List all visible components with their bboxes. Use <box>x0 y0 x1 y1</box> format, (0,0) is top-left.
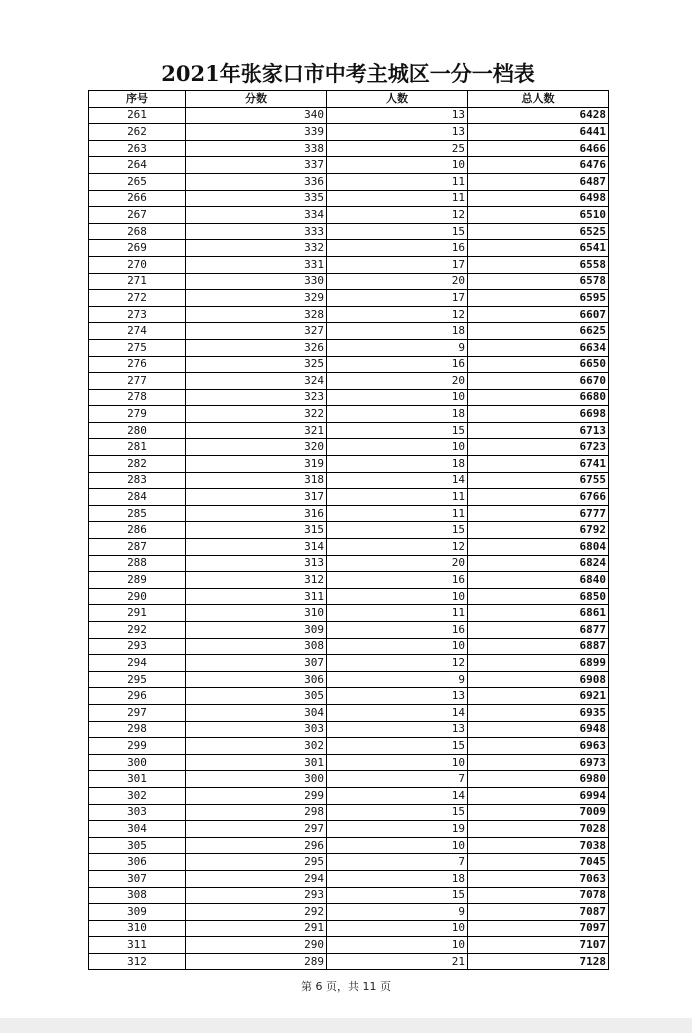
cell-total: 6650 <box>468 356 609 373</box>
cell-count: 7 <box>327 771 468 788</box>
header-total: 总人数 <box>468 91 609 108</box>
cell-seq: 304 <box>89 821 186 838</box>
cell-count: 16 <box>327 240 468 257</box>
table-row <box>89 140 609 157</box>
cell-seq: 291 <box>89 605 186 622</box>
cell-score: 320 <box>186 439 327 456</box>
cell-seq: 305 <box>89 837 186 854</box>
cell-score: 308 <box>186 638 327 655</box>
cell-total: 6792 <box>468 522 609 539</box>
cell-seq: 274 <box>89 323 186 340</box>
cell-score: 332 <box>186 240 327 257</box>
cell-total: 6908 <box>468 671 609 688</box>
cell-score: 290 <box>186 937 327 954</box>
cell-count: 20 <box>327 373 468 390</box>
table-row <box>89 721 609 738</box>
cell-count: 16 <box>327 572 468 589</box>
cell-total: 6824 <box>468 555 609 572</box>
cell-count: 9 <box>327 339 468 356</box>
score-table <box>88 90 609 970</box>
cell-score: 305 <box>186 688 327 705</box>
table-row <box>89 555 609 572</box>
cell-score: 323 <box>186 389 327 406</box>
cell-seq: 299 <box>89 738 186 755</box>
cell-total: 7028 <box>468 821 609 838</box>
cell-count: 14 <box>327 787 468 804</box>
cell-score: 335 <box>186 190 327 207</box>
cell-total: 6578 <box>468 273 609 290</box>
cell-total: 6466 <box>468 140 609 157</box>
cell-seq: 268 <box>89 223 186 240</box>
table-row <box>89 920 609 937</box>
table-body <box>89 107 609 970</box>
cell-seq: 312 <box>89 953 186 970</box>
cell-count: 15 <box>327 738 468 755</box>
cell-count: 14 <box>327 472 468 489</box>
cell-score: 334 <box>186 207 327 224</box>
cell-total: 6698 <box>468 406 609 423</box>
cell-score: 325 <box>186 356 327 373</box>
table-row <box>89 190 609 207</box>
cell-count: 20 <box>327 273 468 290</box>
cell-seq: 309 <box>89 904 186 921</box>
table-row <box>89 605 609 622</box>
cell-total: 6755 <box>468 472 609 489</box>
table-row <box>89 505 609 522</box>
cell-score: 339 <box>186 124 327 141</box>
cell-count: 12 <box>327 207 468 224</box>
cell-total: 6899 <box>468 655 609 672</box>
table-row <box>89 688 609 705</box>
cell-score: 309 <box>186 622 327 639</box>
cell-score: 324 <box>186 373 327 390</box>
cell-score: 296 <box>186 837 327 854</box>
cell-seq: 261 <box>89 107 186 124</box>
table-row <box>89 273 609 290</box>
table-row <box>89 256 609 273</box>
table-row <box>89 937 609 954</box>
table-row <box>89 522 609 539</box>
cell-count: 11 <box>327 190 468 207</box>
cell-total: 7038 <box>468 837 609 854</box>
cell-total: 6476 <box>468 157 609 174</box>
cell-count: 9 <box>327 671 468 688</box>
cell-seq: 295 <box>89 671 186 688</box>
cell-score: 314 <box>186 539 327 556</box>
cell-seq: 285 <box>89 505 186 522</box>
cell-count: 12 <box>327 655 468 672</box>
table-row <box>89 953 609 970</box>
cell-seq: 307 <box>89 870 186 887</box>
cell-count: 20 <box>327 555 468 572</box>
cell-count: 15 <box>327 522 468 539</box>
cell-seq: 283 <box>89 472 186 489</box>
cell-seq: 311 <box>89 937 186 954</box>
cell-seq: 288 <box>89 555 186 572</box>
table-row <box>89 456 609 473</box>
cell-total: 7009 <box>468 804 609 821</box>
cell-count: 15 <box>327 804 468 821</box>
cell-score: 306 <box>186 671 327 688</box>
cell-score: 294 <box>186 870 327 887</box>
cell-score: 303 <box>186 721 327 738</box>
cell-total: 6861 <box>468 605 609 622</box>
cell-count: 10 <box>327 439 468 456</box>
cell-total: 6713 <box>468 422 609 439</box>
table-row <box>89 207 609 224</box>
document-page <box>88 58 608 970</box>
cell-count: 10 <box>327 588 468 605</box>
cell-seq: 298 <box>89 721 186 738</box>
cell-seq: 286 <box>89 522 186 539</box>
cell-total: 6541 <box>468 240 609 257</box>
table-row <box>89 290 609 307</box>
cell-score: 319 <box>186 456 327 473</box>
cell-score: 316 <box>186 505 327 522</box>
cell-count: 13 <box>327 124 468 141</box>
cell-count: 11 <box>327 505 468 522</box>
cell-score: 336 <box>186 173 327 190</box>
cell-total: 6963 <box>468 738 609 755</box>
table-row <box>89 588 609 605</box>
cell-seq: 310 <box>89 920 186 937</box>
cell-seq: 293 <box>89 638 186 655</box>
cell-total: 6670 <box>468 373 609 390</box>
cell-total: 6777 <box>468 505 609 522</box>
table-row <box>89 240 609 257</box>
cell-count: 13 <box>327 688 468 705</box>
cell-count: 10 <box>327 638 468 655</box>
cell-total: 6877 <box>468 622 609 639</box>
cell-score: 315 <box>186 522 327 539</box>
table-row <box>89 804 609 821</box>
cell-score: 297 <box>186 821 327 838</box>
cell-count: 10 <box>327 837 468 854</box>
cell-seq: 265 <box>89 173 186 190</box>
cell-seq: 279 <box>89 406 186 423</box>
cell-score: 302 <box>186 738 327 755</box>
cell-seq: 277 <box>89 373 186 390</box>
cell-seq: 278 <box>89 389 186 406</box>
header-seq: 序号 <box>89 91 186 108</box>
table-row <box>89 306 609 323</box>
table-row <box>89 655 609 672</box>
cell-count: 15 <box>327 887 468 904</box>
table-row <box>89 572 609 589</box>
cell-seq: 275 <box>89 339 186 356</box>
cell-seq: 276 <box>89 356 186 373</box>
cell-count: 12 <box>327 539 468 556</box>
cell-seq: 289 <box>89 572 186 589</box>
table-row <box>89 223 609 240</box>
cell-score: 331 <box>186 256 327 273</box>
table-row <box>89 704 609 721</box>
cell-score: 295 <box>186 854 327 871</box>
cell-score: 326 <box>186 339 327 356</box>
cell-total: 6680 <box>468 389 609 406</box>
page-title: 2021年张家口市中考主城区一分一档表 <box>161 61 535 86</box>
table-row <box>89 870 609 887</box>
cell-total: 7107 <box>468 937 609 954</box>
cell-seq: 294 <box>89 655 186 672</box>
cell-count: 9 <box>327 904 468 921</box>
table-row <box>89 356 609 373</box>
cell-total: 6887 <box>468 638 609 655</box>
table-row <box>89 373 609 390</box>
table-row <box>89 904 609 921</box>
cell-count: 11 <box>327 605 468 622</box>
cell-seq: 306 <box>89 854 186 871</box>
cell-score: 313 <box>186 555 327 572</box>
cell-seq: 290 <box>89 588 186 605</box>
table-row <box>89 887 609 904</box>
cell-count: 10 <box>327 920 468 937</box>
table-row <box>89 107 609 124</box>
cell-score: 322 <box>186 406 327 423</box>
cell-total: 6510 <box>468 207 609 224</box>
cell-score: 338 <box>186 140 327 157</box>
cell-total: 6741 <box>468 456 609 473</box>
cell-seq: 266 <box>89 190 186 207</box>
cell-total: 6607 <box>468 306 609 323</box>
cell-total: 6850 <box>468 588 609 605</box>
table-row <box>89 124 609 141</box>
cell-score: 330 <box>186 273 327 290</box>
cell-total: 6558 <box>468 256 609 273</box>
cell-total: 6595 <box>468 290 609 307</box>
cell-count: 10 <box>327 937 468 954</box>
bottom-bar <box>0 1018 692 1033</box>
cell-count: 15 <box>327 422 468 439</box>
table-row <box>89 157 609 174</box>
cell-score: 312 <box>186 572 327 589</box>
cell-count: 15 <box>327 223 468 240</box>
cell-score: 298 <box>186 804 327 821</box>
cell-score: 289 <box>186 953 327 970</box>
cell-score: 307 <box>186 655 327 672</box>
cell-seq: 296 <box>89 688 186 705</box>
cell-count: 13 <box>327 107 468 124</box>
cell-total: 7087 <box>468 904 609 921</box>
cell-score: 340 <box>186 107 327 124</box>
cell-score: 292 <box>186 904 327 921</box>
table-row <box>89 472 609 489</box>
cell-score: 293 <box>186 887 327 904</box>
header-row <box>89 91 609 108</box>
cell-seq: 272 <box>89 290 186 307</box>
cell-count: 16 <box>327 356 468 373</box>
table-row <box>89 821 609 838</box>
cell-count: 14 <box>327 704 468 721</box>
cell-count: 12 <box>327 306 468 323</box>
cell-seq: 269 <box>89 240 186 257</box>
cell-count: 18 <box>327 456 468 473</box>
cell-score: 327 <box>186 323 327 340</box>
cell-total: 6921 <box>468 688 609 705</box>
cell-seq: 264 <box>89 157 186 174</box>
cell-count: 10 <box>327 754 468 771</box>
cell-total: 6994 <box>468 787 609 804</box>
cell-score: 337 <box>186 157 327 174</box>
cell-total: 6948 <box>468 721 609 738</box>
cell-seq: 281 <box>89 439 186 456</box>
cell-seq: 284 <box>89 489 186 506</box>
cell-total: 6428 <box>468 107 609 124</box>
cell-score: 310 <box>186 605 327 622</box>
cell-seq: 270 <box>89 256 186 273</box>
cell-count: 19 <box>327 821 468 838</box>
cell-score: 318 <box>186 472 327 489</box>
cell-count: 11 <box>327 489 468 506</box>
cell-count: 10 <box>327 157 468 174</box>
cell-count: 18 <box>327 870 468 887</box>
cell-count: 11 <box>327 173 468 190</box>
table-row <box>89 837 609 854</box>
table-row <box>89 339 609 356</box>
cell-total: 6634 <box>468 339 609 356</box>
cell-total: 6980 <box>468 771 609 788</box>
cell-total: 7063 <box>468 870 609 887</box>
header-count: 人数 <box>327 91 468 108</box>
cell-total: 7128 <box>468 953 609 970</box>
cell-total: 7097 <box>468 920 609 937</box>
cell-count: 17 <box>327 256 468 273</box>
table-row <box>89 771 609 788</box>
cell-score: 328 <box>186 306 327 323</box>
cell-score: 300 <box>186 771 327 788</box>
cell-seq: 308 <box>89 887 186 904</box>
table-row <box>89 854 609 871</box>
cell-count: 13 <box>327 721 468 738</box>
cell-seq: 292 <box>89 622 186 639</box>
table-row <box>89 439 609 456</box>
table-row <box>89 787 609 804</box>
cell-seq: 262 <box>89 124 186 141</box>
cell-seq: 271 <box>89 273 186 290</box>
table-row <box>89 671 609 688</box>
cell-total: 6973 <box>468 754 609 771</box>
table-row <box>89 406 609 423</box>
table-row <box>89 323 609 340</box>
cell-seq: 280 <box>89 422 186 439</box>
cell-count: 21 <box>327 953 468 970</box>
cell-score: 321 <box>186 422 327 439</box>
cell-count: 18 <box>327 406 468 423</box>
cell-total: 6840 <box>468 572 609 589</box>
cell-count: 17 <box>327 290 468 307</box>
cell-seq: 267 <box>89 207 186 224</box>
cell-seq: 303 <box>89 804 186 821</box>
cell-total: 6723 <box>468 439 609 456</box>
cell-score: 333 <box>186 223 327 240</box>
cell-score: 317 <box>186 489 327 506</box>
table-row <box>89 622 609 639</box>
cell-count: 16 <box>327 622 468 639</box>
cell-total: 6804 <box>468 539 609 556</box>
cell-score: 304 <box>186 704 327 721</box>
table-row <box>89 539 609 556</box>
cell-seq: 300 <box>89 754 186 771</box>
cell-total: 6498 <box>468 190 609 207</box>
cell-seq: 273 <box>89 306 186 323</box>
cell-seq: 302 <box>89 787 186 804</box>
cell-count: 18 <box>327 323 468 340</box>
cell-score: 329 <box>186 290 327 307</box>
table-row <box>89 173 609 190</box>
cell-total: 6625 <box>468 323 609 340</box>
page-footer: 第 6 页，共 11 页 <box>301 980 391 993</box>
cell-count: 7 <box>327 854 468 871</box>
cell-count: 10 <box>327 389 468 406</box>
cell-seq: 263 <box>89 140 186 157</box>
table-header <box>89 91 609 108</box>
cell-total: 6766 <box>468 489 609 506</box>
cell-seq: 301 <box>89 771 186 788</box>
table-row <box>89 422 609 439</box>
table-row <box>89 638 609 655</box>
cell-total: 6935 <box>468 704 609 721</box>
cell-score: 299 <box>186 787 327 804</box>
table-row <box>89 738 609 755</box>
cell-score: 311 <box>186 588 327 605</box>
table-row <box>89 389 609 406</box>
cell-total: 7078 <box>468 887 609 904</box>
cell-seq: 282 <box>89 456 186 473</box>
cell-total: 6441 <box>468 124 609 141</box>
table-row <box>89 489 609 506</box>
table-row <box>89 754 609 771</box>
cell-count: 25 <box>327 140 468 157</box>
cell-score: 301 <box>186 754 327 771</box>
cell-seq: 297 <box>89 704 186 721</box>
cell-total: 6525 <box>468 223 609 240</box>
cell-score: 291 <box>186 920 327 937</box>
cell-total: 6487 <box>468 173 609 190</box>
cell-seq: 287 <box>89 539 186 556</box>
cell-total: 7045 <box>468 854 609 871</box>
header-score: 分数 <box>186 91 327 108</box>
